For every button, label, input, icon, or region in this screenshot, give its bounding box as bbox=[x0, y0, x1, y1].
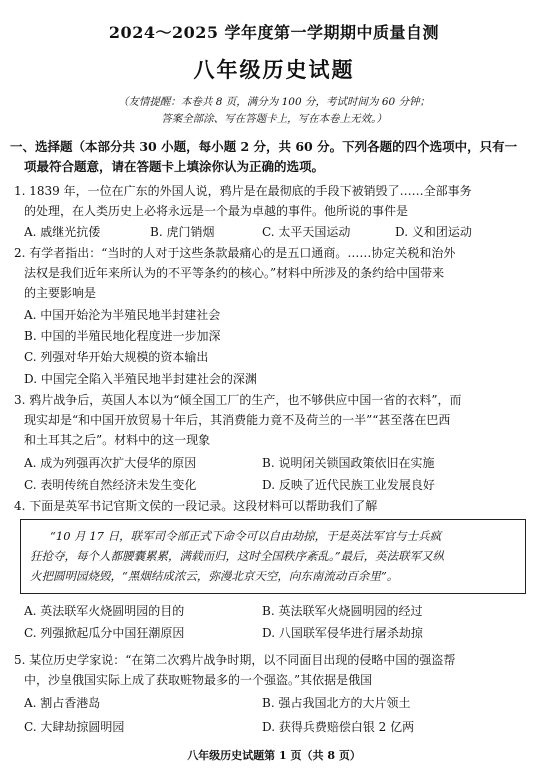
question-3-line-3: 和土耳其之后”。材料中的这一现象 bbox=[24, 433, 211, 447]
question-2-line-1: 2. 有学者指出：“当时的人对于这些条款最痛心的是五口通商。……协定关税和治外 bbox=[14, 246, 456, 260]
question-1-line-1: 1. 1839 年，一位在广东的外国人说，鸦片是在最彻底的手段下被销毁了……全部事务 bbox=[14, 184, 472, 198]
question-3-line-2: 现实却是“和中国开放贸易十年后，其消费能力竟不及荷兰的一半”“甚至落在巴西 bbox=[24, 413, 451, 427]
exam-tip-line-1: （友情提醒：本卷共 8 页，满分为 100 分，考试时间为 60 分钟； bbox=[117, 96, 431, 108]
question-3-option-a: A. 成为列强再次扩大侵华的原因 bbox=[24, 456, 197, 470]
question-2-option-a: A. 中国开始沦为半殖民地半封建社会 bbox=[24, 308, 221, 322]
exam-tip-line-2: 答案全部涂、写在答题卡上，写在本卷上无效。） bbox=[161, 113, 387, 125]
question-4-option-b: B. 英法联军火烧圆明园的经过 bbox=[262, 604, 423, 618]
question-4-option-a: A. 英法联军火烧圆明园的目的 bbox=[24, 604, 185, 618]
question-2-line-3: 的主要影响是 bbox=[24, 286, 97, 300]
question-2-line-2: 法权是我们近年来所认为的不平等条约的核心。”材料中所涉及的条约给中国带来 bbox=[24, 266, 445, 280]
page-footer: 八年级历史试题第 1 页（共 8 页） bbox=[187, 749, 361, 762]
question-1-option-c: C. 太平天国运动 bbox=[262, 225, 351, 239]
question-3-option-d: D. 反映了近代民族工业发展良好 bbox=[262, 478, 435, 492]
question-4-quote-line-2: 狂抢夺，每个人都腰囊累累，满载而归，这时全国秩序紊乱。”最后，英法联军又纵 bbox=[30, 549, 445, 563]
question-1-line-2: 的处理，在人类历史上必将永远是一个最为卓越的事件。他所说的事件是 bbox=[24, 204, 409, 218]
section-instructions-line-2: 项最符合题意，请在答题卡上填涂你认为正确的选项。 bbox=[24, 159, 325, 174]
question-5-option-a: A. 割占香港岛 bbox=[24, 696, 101, 710]
question-4-option-c: C. 列强掀起瓜分中国狂潮原因 bbox=[24, 626, 185, 640]
question-5-option-c: C. 大肆劫掠圆明园 bbox=[24, 720, 125, 734]
section-instructions-line-1: 一、选择题（本部分共 30 小题，每小题 2 分，共 60 分。下列各题的四个选项中，只有一 bbox=[10, 139, 518, 154]
question-3-line-1: 3. 鸦片战争后，英国人本以为“倾全国工厂的生产，也不够供应中国一省的衣料”，而 bbox=[14, 393, 462, 407]
question-2-option-d: D. 中国完全陷入半殖民地半封建社会的深渊 bbox=[24, 372, 257, 386]
exam-title: 2024～2025 学年度第一学期期中质量自测 bbox=[108, 23, 440, 42]
question-1-option-d: D. 义和团运动 bbox=[395, 225, 472, 239]
exam-subject-title: 八年级历史试题 bbox=[193, 57, 355, 82]
question-5-option-b: B. 强占我国北方的大片领土 bbox=[262, 696, 411, 710]
question-2-option-c: C. 列强对华开始大规模的资本输出 bbox=[24, 350, 209, 364]
question-4-quote-line-3: 火把圆明园烧毁，“黑烟结成浓云，弥漫北京天空，向东南流动百余里”。 bbox=[30, 569, 399, 583]
question-3-option-c: C. 表明传统自然经济未发生变化 bbox=[24, 478, 197, 492]
question-3-option-b: B. 说明闭关锁国政策依旧在实施 bbox=[262, 456, 435, 470]
question-1-option-a: A. 戚继光抗倭 bbox=[24, 225, 101, 239]
question-5-line-2: 中，沙皇俄国实际上成了获取赃物最多的一个强盗。”其依据是俄国 bbox=[24, 673, 373, 687]
question-4-option-d: D. 八国联军侵华进行屠杀劫掠 bbox=[262, 626, 423, 640]
question-2-option-b: B. 中国的半殖民地化程度进一步加深 bbox=[24, 329, 221, 343]
question-4-quote-line-1: “10 月 17 日，联军司令部正式下命令可以自由劫掠，于是英法军官与士兵疯 bbox=[50, 529, 442, 543]
question-4-line-1: 4. 下面是英军书记官斯文侯的一段记录。这段材料可以帮助我们了解 bbox=[14, 499, 378, 513]
question-1-option-b: B. 虎门销烟 bbox=[150, 225, 215, 239]
question-5-line-1: 5. 某位历史学家说：“在第二次鸦片战争时期，以不同面目出现的侵略中国的强盗帮 bbox=[14, 653, 456, 667]
question-5-option-d: D. 获得兵费赔偿白银 2 亿两 bbox=[262, 720, 415, 734]
